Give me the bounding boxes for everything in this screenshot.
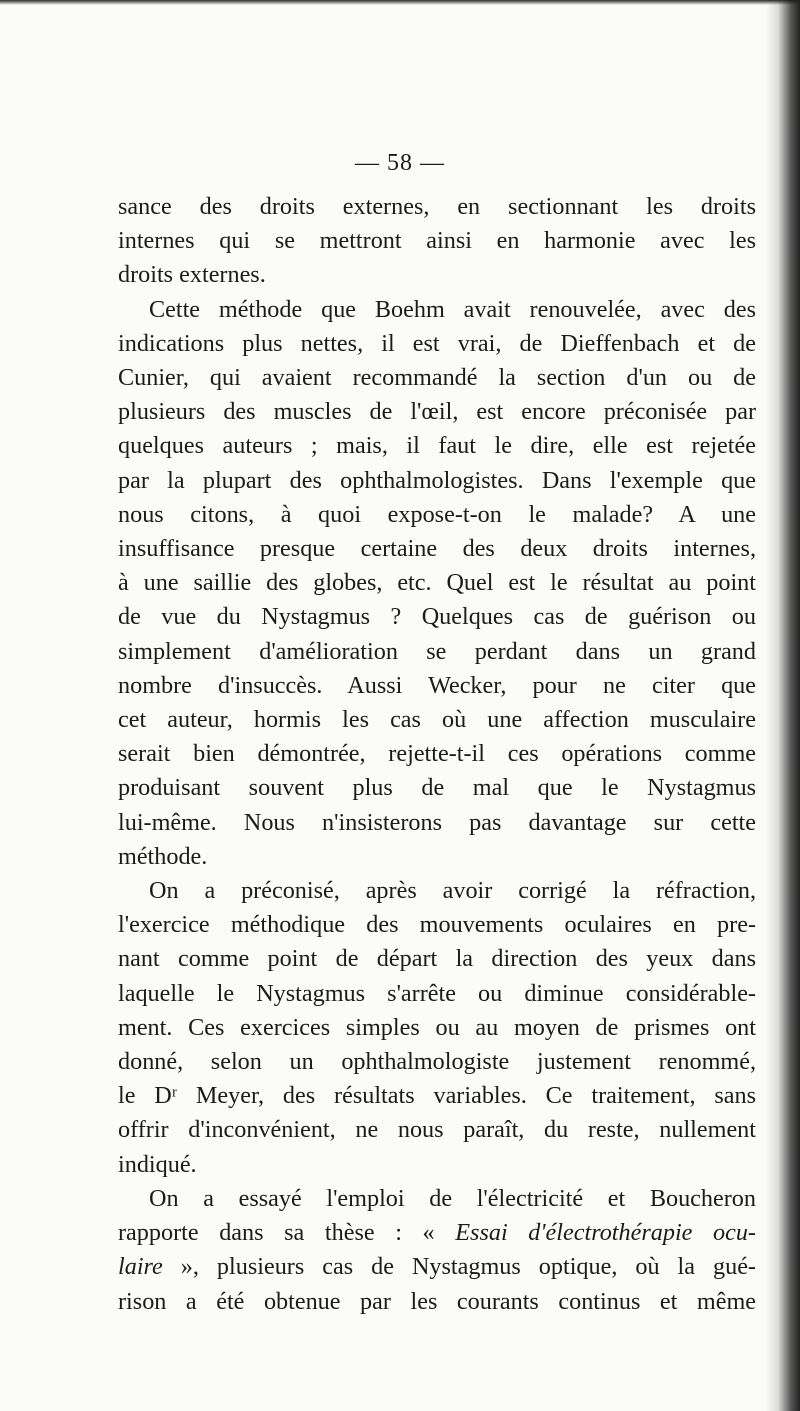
page-number: — 58 — bbox=[355, 150, 445, 176]
text-line: par la plupart des ophthalmologistes. Dans l'exemple que bbox=[118, 466, 756, 494]
text-run: », plusieurs cas de Nystagmus optique, où la gué- bbox=[162, 1253, 756, 1281]
text-line: offrir d'inconvénient, ne nous paraît, du reste, nullement bbox=[118, 1116, 756, 1144]
text-line: serait bien démontrée, rejette-t-il ces opérations comme bbox=[118, 740, 756, 768]
text-line: à une saillie des globes, etc. Quel est le résultat au point bbox=[118, 569, 756, 597]
text-line bbox=[118, 1250, 756, 1284]
text-line: Cunier, qui avaient recommandé la section d'un ou de bbox=[118, 364, 756, 392]
text-line: quelques auteurs ; mais, il faut le dire, elle est rejetée bbox=[118, 432, 756, 460]
text-line: On a préconisé, après avoir corrigé la réfraction, bbox=[149, 877, 756, 905]
text-line: l'exercice méthodique des mouvements oculaires en pre- bbox=[118, 911, 756, 939]
thesis-title-italic: Essai d'électrothérapie ocu- bbox=[455, 1219, 756, 1247]
text-line: insuffisance presque certaine des deux droits internes, bbox=[118, 535, 756, 563]
text-line: laquelle le Nystagmus s'arrête ou diminue considérable- bbox=[118, 979, 756, 1007]
text-line: droits externes. bbox=[118, 261, 266, 289]
text-line: le Dʳ Meyer, des résultats variables. Ce traitement, sans bbox=[118, 1082, 756, 1110]
paragraph-2 bbox=[118, 293, 756, 874]
text-line: Cette méthode que Boehm avait renouvelée, avec des bbox=[149, 295, 756, 323]
text-line: donné, selon un ophthalmologiste justement renommé, bbox=[118, 1048, 756, 1076]
page-edge-shadow bbox=[766, 0, 800, 1411]
text-line: indiqué. bbox=[118, 1150, 197, 1178]
text-line: sance des droits externes, en sectionnant les droits bbox=[118, 193, 756, 220]
paragraph-1 bbox=[118, 190, 756, 293]
text-line: nous citons, à quoi expose-t-on le malade? A une bbox=[118, 500, 756, 528]
text-line: plusieurs des muscles de l'œil, est encore préconisée par bbox=[118, 398, 756, 426]
text-line: indications plus nettes, il est vrai, de Dieffenbach et de bbox=[118, 329, 756, 357]
scan-top-edge bbox=[0, 0, 800, 5]
text-line: lui-même. Nous n'insisterons pas davantage sur cette bbox=[118, 808, 756, 836]
text-line: internes qui se mettront ainsi en harmonie avec les bbox=[118, 227, 756, 255]
text-line: cet auteur, hormis les cas où une affection musculaire bbox=[118, 706, 756, 734]
text-line: rison a été obtenue par les courants continus et même bbox=[118, 1287, 756, 1315]
text-line: On a essayé l'emploi de l'électricité et Boucheron bbox=[149, 1184, 756, 1212]
text-line bbox=[118, 1216, 756, 1250]
body-text bbox=[118, 190, 756, 1319]
text-line: produisant souvent plus de mal que le Nystagmus bbox=[118, 774, 756, 802]
text-line: simplement d'amélioration se perdant dans un grand bbox=[118, 637, 756, 665]
text-line: nant comme point de départ la direction des yeux dans bbox=[118, 945, 756, 973]
text-line: nombre d'insuccès. Aussi Wecker, pour ne citer que bbox=[118, 671, 756, 699]
paragraph-3 bbox=[118, 874, 756, 1182]
text-run: rapporte dans sa thèse : « bbox=[118, 1219, 456, 1247]
paragraph-4 bbox=[118, 1182, 756, 1319]
text-line: ment. Ces exercices simples ou au moyen de prismes ont bbox=[118, 1013, 756, 1041]
text-line: de vue du Nystagmus ? Quelques cas de guérison ou bbox=[118, 603, 756, 631]
thesis-title-italic: laire bbox=[118, 1253, 163, 1281]
text-line: méthode. bbox=[118, 842, 208, 870]
